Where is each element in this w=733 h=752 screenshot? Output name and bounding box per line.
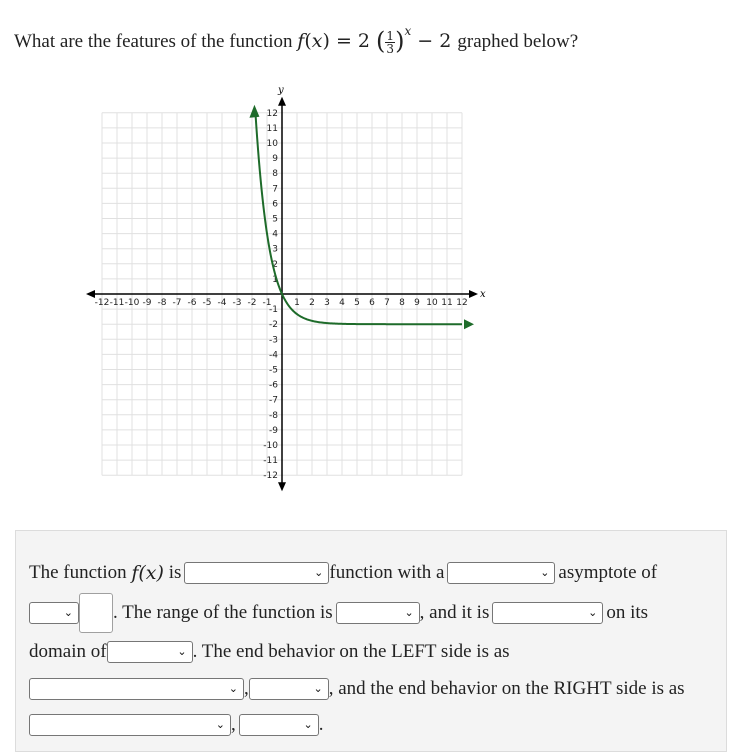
answer-text-2: is [168,562,182,583]
curve-top-arrow [249,105,259,118]
y-tick-label: 1 [272,274,278,285]
right-end-x-select[interactable] [29,714,231,736]
answer-text-7: on its [606,602,649,623]
y-tick-label: 9 [272,154,278,165]
right-end-y-select[interactable] [239,714,319,736]
answer-line-5 [29,712,324,738]
y-tick-label: -11 [263,456,278,467]
answer-line-1 [29,560,657,586]
function-type-select[interactable] [184,562,329,584]
x-tick-label: -9 [142,298,152,308]
y-tick-label: -5 [269,365,278,376]
y-tick-label: -10 [263,441,278,451]
answer-text-6: , and it is [419,602,490,623]
y-tick-label: 6 [272,199,278,210]
x-tick-label: -6 [187,298,197,308]
y-tick-label: -12 [263,471,278,482]
chevron-down-icon: ⌄ [313,682,323,695]
monotonic-select[interactable] [492,602,603,624]
answer-text-1: The function [29,562,127,583]
x-axis-left-arrow [86,290,95,298]
y-tick-label: 7 [272,184,278,195]
answer-line-2 [29,592,648,634]
x-tick-label: 2 [309,298,315,308]
y-tick-label: 8 [272,169,278,180]
x-tick-label: -2 [247,298,257,308]
chevron-down-icon: ⌄ [404,606,414,619]
answer-text-10: , [244,678,249,699]
x-tick-label: 11 [441,298,453,308]
y-tick-label: -8 [269,410,278,421]
question-suffix: graphed below? [457,31,579,52]
y-tick-label: 12 [266,108,278,119]
answer-text-3: function with a [329,562,445,583]
domain-select[interactable] [107,641,193,663]
fraction-numerator: 1 [386,28,395,43]
x-tick-label: -4 [217,298,227,308]
y-tick-label: -1 [269,305,278,316]
x-tick-label: -5 [202,298,212,308]
x-tick-label: 9 [414,298,420,308]
y-axis-bottom-arrow [278,482,286,491]
chevron-down-icon: ⌄ [588,606,598,619]
y-axis-top-arrow [278,97,286,106]
function-minus-const: − 2 [417,30,452,52]
answer-text-5: . The range of the function is [113,602,333,623]
curve-right-arrow [464,319,474,329]
x-tick-label: -12 [94,298,110,308]
chevron-down-icon: ⌄ [177,645,187,658]
x-tick-label: -10 [124,298,140,308]
x-tick-label: 10 [426,298,438,308]
chevron-down-icon: ⌄ [540,566,550,579]
graph-tick-labels [95,109,468,481]
answer-panel [15,530,727,752]
y-tick-label: -2 [269,320,278,331]
y-axis-label: y [278,84,284,96]
x-tick-label: 7 [384,298,390,308]
x-tick-label: 3 [324,298,330,308]
x-tick-label: 5 [354,298,360,308]
x-tick-label: -11 [109,298,125,308]
x-tick-label: -7 [172,298,182,308]
y-tick-label: -3 [269,335,278,346]
asymptote-type-select[interactable] [447,562,555,584]
asymptote-variable-select[interactable] [29,602,79,624]
y-tick-label: 11 [266,123,278,134]
answer-text-13: . [318,714,324,735]
chevron-down-icon: ⌄ [228,682,238,695]
answer-text-11: , and the end behavior on the RIGHT side is as [328,678,685,699]
answer-text-9: . The end behavior on the LEFT side is as [192,641,510,662]
left-end-y-select[interactable] [249,678,329,700]
y-tick-label: 4 [272,229,278,240]
question-prefix: What are the features of the function [14,31,293,52]
chevron-down-icon: ⌄ [303,718,313,731]
x-tick-label: -1 [262,298,272,308]
x-tick-label: 4 [339,298,345,308]
y-tick-label: -9 [269,425,278,436]
x-axis-label: x [480,289,486,300]
function-name: f [297,30,305,52]
range-select[interactable] [336,602,420,624]
answer-text-4: asymptote of [558,562,658,583]
x-axis-right-arrow [469,290,478,298]
left-end-x-select[interactable] [29,678,244,700]
asymptote-value-input[interactable] [79,593,113,633]
answer-function-name: f(x) [131,562,164,584]
chevron-down-icon: ⌄ [215,718,225,731]
y-tick-label: -7 [269,395,278,406]
answer-line-3 [29,639,510,665]
x-tick-label: 12 [456,298,468,308]
y-tick-label: -4 [269,350,278,361]
function-expression: f(x) = 2 ( $\frac{1}{3}$ )$^x$ − 2 [297,24,452,56]
function-variable: x [311,30,323,52]
y-tick-label: 5 [272,214,278,225]
x-tick-label: 8 [399,298,405,308]
y-tick-label: 3 [272,244,278,255]
chevron-down-icon: ⌄ [314,566,324,579]
x-tick-label: -3 [232,298,242,308]
y-tick-label: 10 [266,139,278,149]
answer-text-8: domain of [29,641,107,662]
x-tick-label: 6 [369,298,375,308]
y-tick-label: -6 [269,380,278,391]
answer-text-12: , [231,714,236,735]
exponent-variable: x [404,24,412,38]
fraction-denominator: 3 [386,41,395,56]
chevron-down-icon: ⌄ [63,606,73,619]
function-equals-coef: = 2 [335,30,370,52]
answer-line-4 [29,676,685,702]
y-tick-label: 2 [272,259,278,270]
x-tick-label: 1 [294,298,300,308]
x-tick-label: -8 [157,298,167,308]
